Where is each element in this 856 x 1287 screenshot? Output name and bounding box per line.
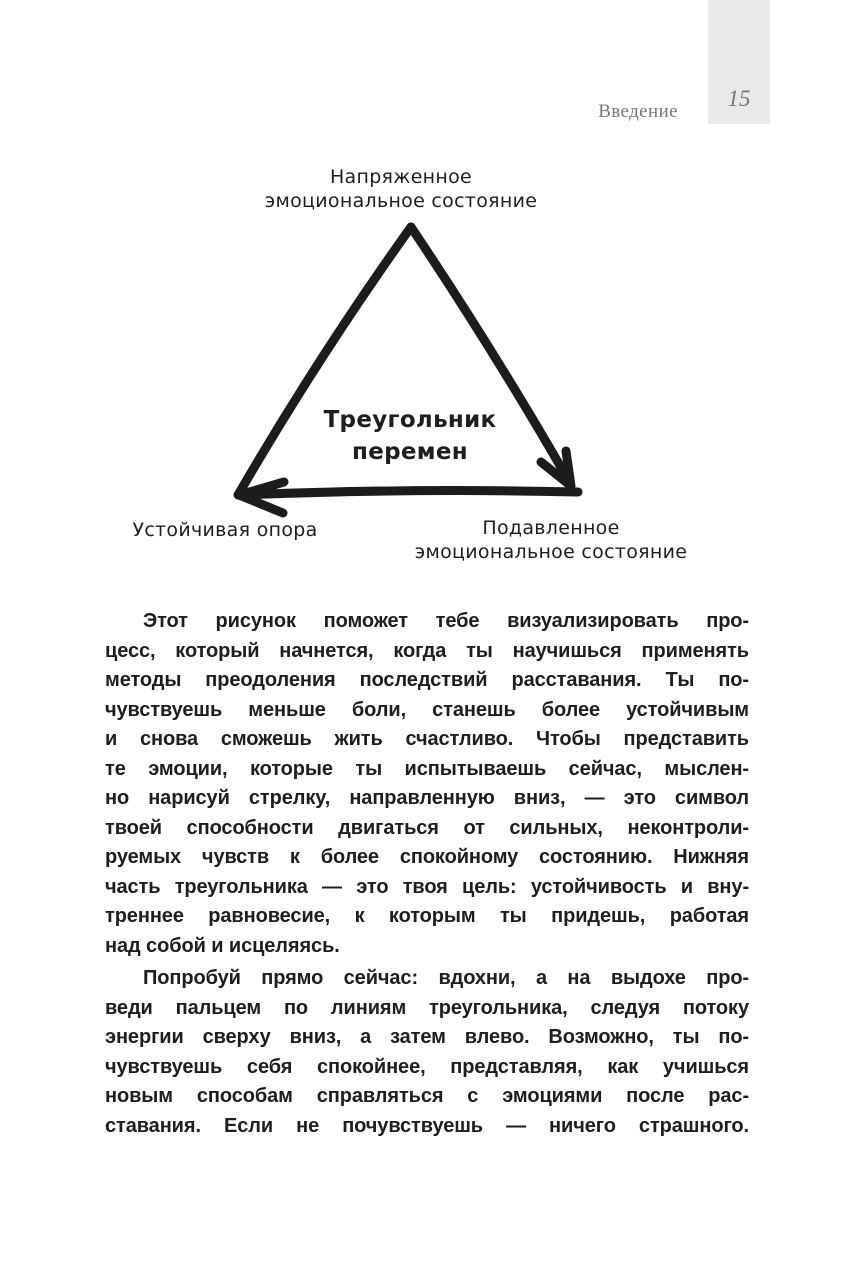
text-line: руемых чувств к более спокойному состоянию. Нижняя: [105, 846, 749, 868]
triangle-center-label: [260, 404, 560, 468]
triangle-diagram: [180, 205, 650, 525]
text-line: но нарисуй стрелку, направленную вниз, — это символ: [105, 787, 749, 809]
text-line: и снова сможешь жить счастливо. Чтобы представить: [105, 728, 749, 750]
triangle-center-label-line2: перемен: [352, 439, 468, 465]
text-line: чувствуешь меньше боли, станешь более устойчивым: [105, 698, 749, 721]
triangle-center-label-line1: Треугольник: [323, 407, 497, 433]
triangle-top-label-line2: эмоциональное состояние: [264, 190, 538, 212]
text-line: веди пальцем по линиям треугольника, следуя потоку: [105, 996, 749, 1019]
text-line: твоей способности двигаться от сильных, неконтроли-: [105, 816, 749, 839]
triangle-strokes: [238, 227, 578, 513]
text-line: треннее равновесие, к которым ты придешь, работая: [105, 905, 749, 927]
triangle-bottom-side: [242, 491, 578, 495]
text-line: новым способам справляться с эмоциями после рас-: [105, 1085, 749, 1107]
triangle-bottom-left-label: Устойчивая опора: [132, 519, 318, 541]
body-text: [105, 607, 749, 1141]
page-number: 15: [727, 86, 751, 111]
text-line: чувствуешь себя спокойнее, представляя, как учишься: [105, 1055, 749, 1078]
triangle-top-label-line1: Напряженное: [329, 166, 473, 188]
text-line: те эмоции, которые ты испытываешь сейчас, мыслен-: [105, 757, 749, 780]
text-line: Попробуй прямо сейчас: вдохни, а на выдохе про-: [143, 967, 749, 989]
chapter-header: Введение: [598, 101, 678, 122]
page-number-box: [708, 0, 770, 124]
text-line: методы преодоления последствий расставания. Ты по-: [105, 669, 749, 691]
text-line: часть треугольника — это твоя цель: устойчивость и вну-: [105, 875, 749, 898]
triangle-bottom-right-label-line2: эмоциональное состояние: [414, 541, 688, 563]
text-line: ставания. Если не почувствуешь — ничего страшного.: [105, 1114, 749, 1137]
text-line: над собой и исцеляясь.: [105, 934, 340, 957]
paragraph: [105, 964, 749, 1141]
paragraph: [105, 607, 749, 961]
text-line: цесс, который начнется, когда ты научишься применять: [105, 639, 749, 662]
text-line: энергии сверху вниз, а затем влево. Возможно, ты по-: [105, 1026, 749, 1048]
text-line: Этот рисунок поможет тебе визуализировать про-: [143, 610, 749, 632]
triangle-bottom-right-label-line1: Подавленное: [482, 517, 620, 539]
triangle-bottom-right-label: [398, 516, 704, 564]
